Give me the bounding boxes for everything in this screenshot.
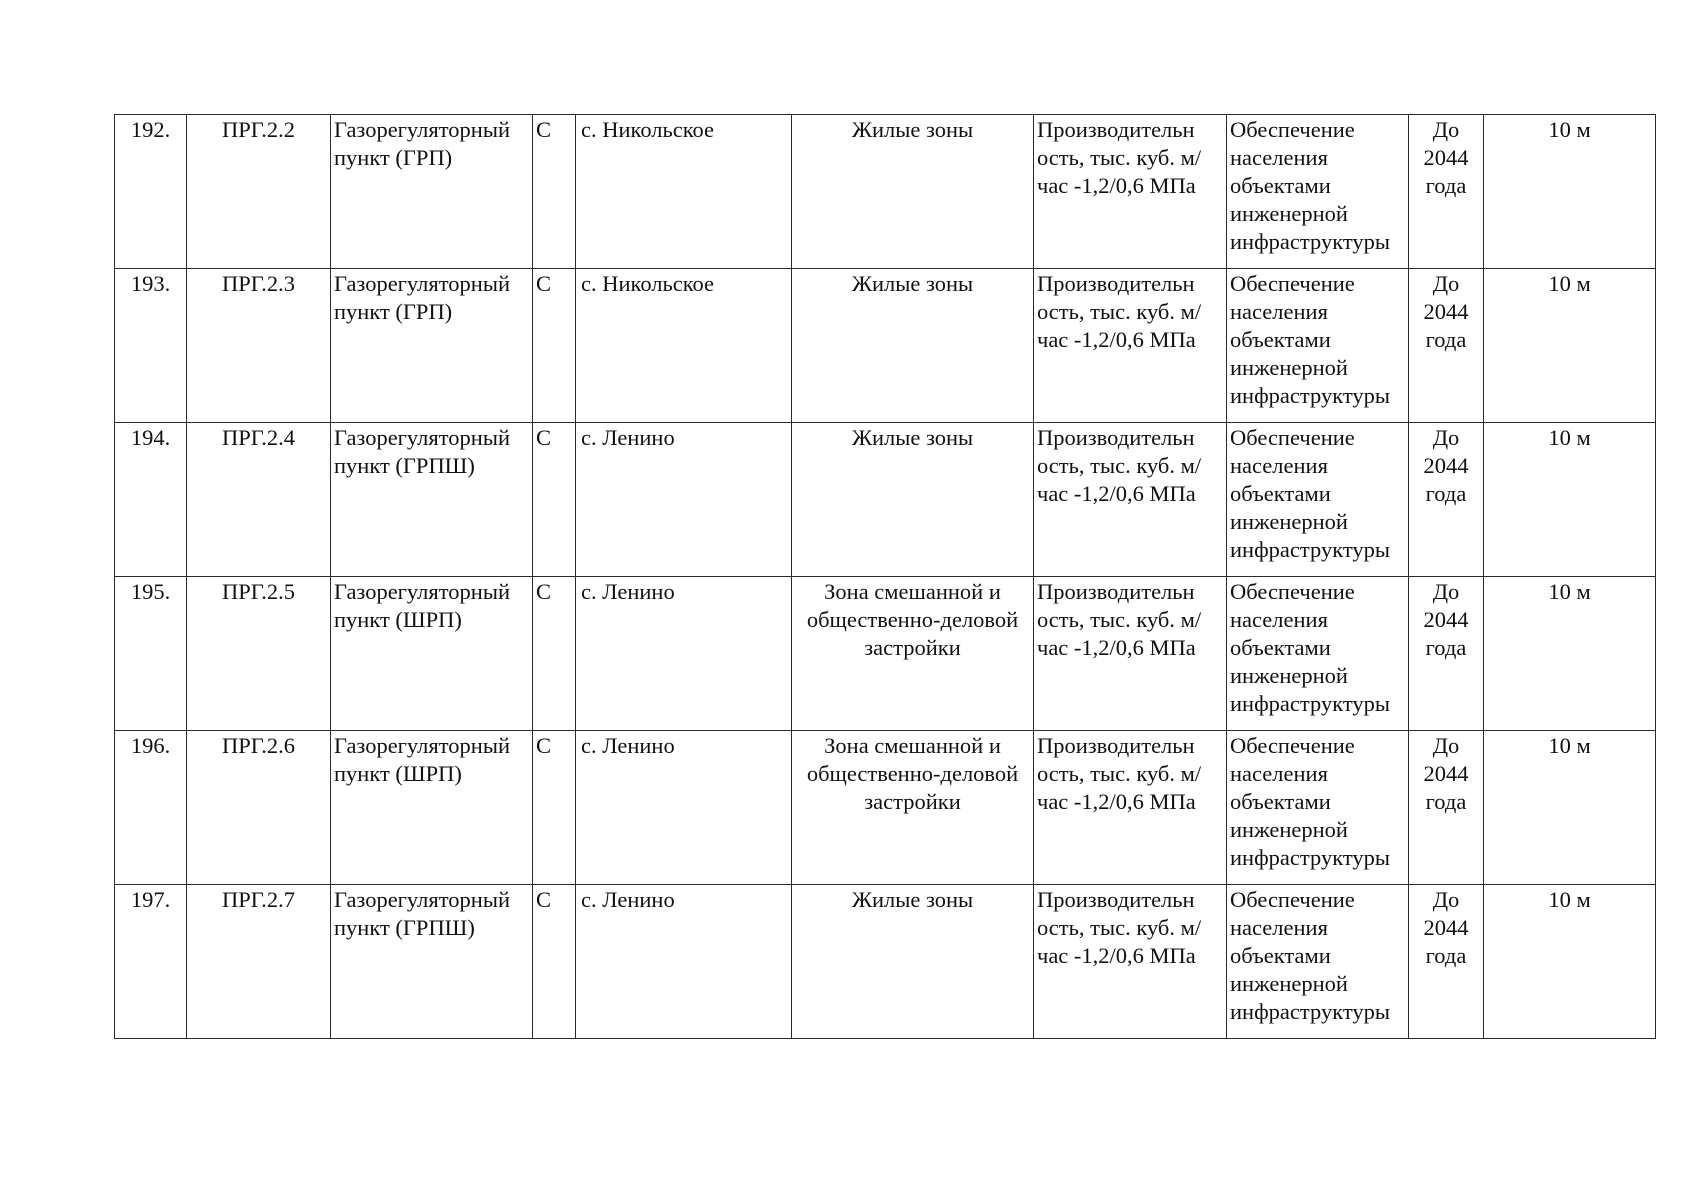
functional-zone: Жилые зоны — [792, 269, 1034, 423]
object-characteristics: Производительн ость, тыс. куб. м/час -1,2/0,6 МПа — [1034, 269, 1227, 423]
object-category: С — [533, 577, 576, 731]
object-location: с. Ленино — [576, 731, 792, 885]
protection-zone: 10 м — [1484, 269, 1656, 423]
object-purpose: Обеспечение населения объектами инженерной инфраструктуры — [1227, 731, 1409, 885]
object-name: Газорегуляторный пункт (ГРП) — [331, 115, 533, 269]
object-characteristics: Производительн ость, тыс. куб. м/час -1,2/0,6 МПа — [1034, 115, 1227, 269]
protection-zone: 10 м — [1484, 885, 1656, 1039]
functional-zone: Зона смешанной и общественно-деловой застройки — [792, 731, 1034, 885]
object-category: С — [533, 885, 576, 1039]
object-name: Газорегуляторный пункт (ШРП) — [331, 731, 533, 885]
row-number: 192. — [115, 115, 187, 269]
protection-zone: 10 м — [1484, 577, 1656, 731]
functional-zone: Зона смешанной и общественно-деловой застройки — [792, 577, 1034, 731]
object-name: Газорегуляторный пункт (ШРП) — [331, 577, 533, 731]
object-location: с. Никольское — [576, 115, 792, 269]
object-location: с. Никольское — [576, 269, 792, 423]
object-characteristics: Производительн ость, тыс. куб. м/час -1,2/0,6 МПа — [1034, 423, 1227, 577]
implementation-term: До 2044 года — [1409, 731, 1484, 885]
implementation-term: До 2044 года — [1409, 115, 1484, 269]
implementation-term: До 2044 года — [1409, 423, 1484, 577]
object-purpose: Обеспечение населения объектами инженерной инфраструктуры — [1227, 269, 1409, 423]
object-code: ПРГ.2.7 — [187, 885, 331, 1039]
object-code: ПРГ.2.5 — [187, 577, 331, 731]
object-category: С — [533, 115, 576, 269]
object-location: с. Ленино — [576, 423, 792, 577]
implementation-term: До 2044 года — [1409, 269, 1484, 423]
object-purpose: Обеспечение населения объектами инженерной инфраструктуры — [1227, 115, 1409, 269]
row-number: 197. — [115, 885, 187, 1039]
table-row — [115, 423, 1656, 577]
functional-zone: Жилые зоны — [792, 115, 1034, 269]
protection-zone: 10 м — [1484, 115, 1656, 269]
table-row — [115, 115, 1656, 269]
row-number: 196. — [115, 731, 187, 885]
row-number: 194. — [115, 423, 187, 577]
table-row — [115, 269, 1656, 423]
object-characteristics: Производительн ость, тыс. куб. м/час -1,2/0,6 МПа — [1034, 885, 1227, 1039]
object-purpose: Обеспечение населения объектами инженерной инфраструктуры — [1227, 885, 1409, 1039]
protection-zone: 10 м — [1484, 423, 1656, 577]
object-name: Газорегуляторный пункт (ГРП) — [331, 269, 533, 423]
object-name: Газорегуляторный пункт (ГРПШ) — [331, 885, 533, 1039]
row-number: 195. — [115, 577, 187, 731]
object-purpose: Обеспечение населения объектами инженерной инфраструктуры — [1227, 577, 1409, 731]
table-row — [115, 577, 1656, 731]
functional-zone: Жилые зоны — [792, 423, 1034, 577]
object-code: ПРГ.2.3 — [187, 269, 331, 423]
protection-zone: 10 м — [1484, 731, 1656, 885]
table-row — [115, 731, 1656, 885]
object-characteristics: Производительн ость, тыс. куб. м/час -1,2/0,6 МПа — [1034, 731, 1227, 885]
object-location: с. Ленино — [576, 577, 792, 731]
object-characteristics: Производительн ость, тыс. куб. м/час -1,2/0,6 МПа — [1034, 577, 1227, 731]
implementation-term: До 2044 года — [1409, 885, 1484, 1039]
object-category: С — [533, 423, 576, 577]
object-location: с. Ленино — [576, 885, 792, 1039]
table-row — [115, 885, 1656, 1039]
object-purpose: Обеспечение населения объектами инженерной инфраструктуры — [1227, 423, 1409, 577]
objects-table — [114, 114, 1656, 1039]
implementation-term: До 2044 года — [1409, 577, 1484, 731]
object-code: ПРГ.2.2 — [187, 115, 331, 269]
object-code: ПРГ.2.6 — [187, 731, 331, 885]
row-number: 193. — [115, 269, 187, 423]
object-name: Газорегуляторный пункт (ГРПШ) — [331, 423, 533, 577]
object-category: С — [533, 731, 576, 885]
object-code: ПРГ.2.4 — [187, 423, 331, 577]
functional-zone: Жилые зоны — [792, 885, 1034, 1039]
object-category: С — [533, 269, 576, 423]
